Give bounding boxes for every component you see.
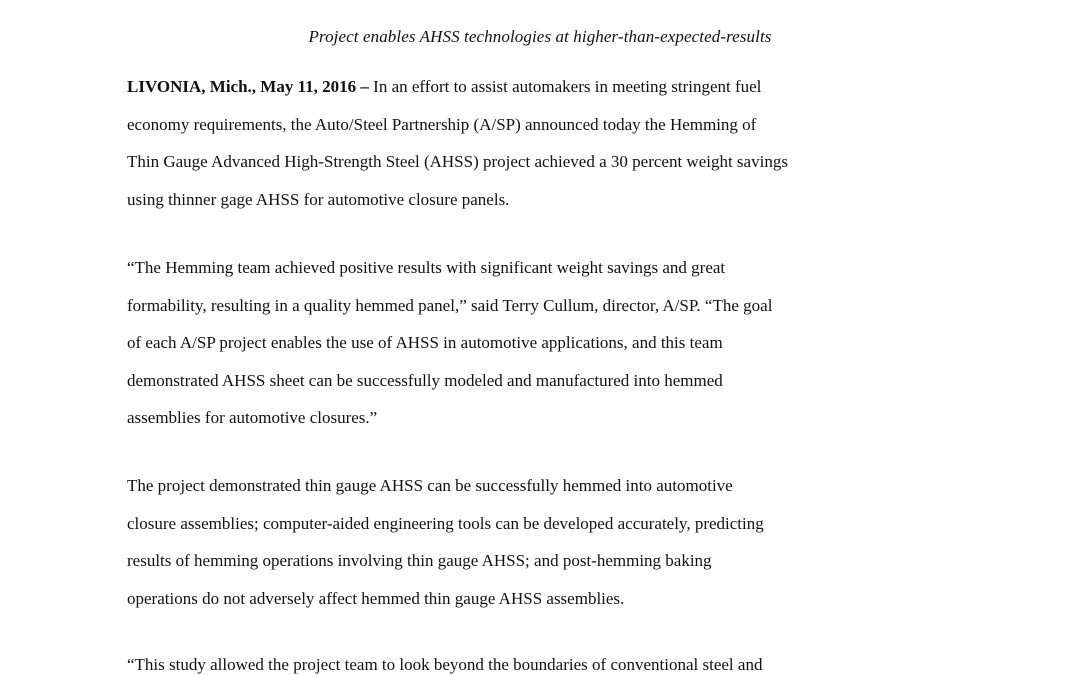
paragraph-line: “This study allowed the project team to look beyond the boundaries of conventional steel and	[127, 655, 763, 674]
paragraph-study	[127, 646, 967, 675]
paragraph-results	[127, 467, 967, 617]
paragraph-line: closure assemblies; computer-aided engineering tools can be developed accurately, predicting	[127, 513, 764, 533]
paragraph-line: using thinner gage AHSS for automotive closure panels.	[127, 189, 510, 209]
dateline: LIVONIA, Mich., May 11, 2016 –	[127, 77, 369, 96]
paragraph-lead	[127, 68, 967, 218]
paragraph-text: In an effort to assist automakers in meeting stringent fuel	[373, 77, 762, 96]
paragraph-line: results of hemming operations involving thin gauge AHSS; and post-hemming baking	[127, 551, 712, 570]
paragraph-line: of each A/SP project enables the use of AHSS in automotive applications, and this team	[127, 333, 723, 352]
paragraph-line: demonstrated AHSS sheet can be successfully modeled and manufactured into hemmed	[127, 370, 723, 390]
paragraph-line: economy requirements, the Auto/Steel Partnership (A/SP) announced today the Hemming of	[127, 114, 757, 134]
paragraph-line	[127, 68, 967, 106]
paragraph-line: “The Hemming team achieved positive results with significant weight savings and great	[127, 258, 726, 277]
document-subtitle: Project enables AHSS technologies at higher-than-expected-results	[308, 27, 772, 46]
paragraph-line: assemblies for automotive closures.”	[127, 408, 378, 427]
paragraph-line: operations do not adversely affect hemmed thin gauge AHSS assemblies.	[127, 588, 625, 608]
paragraph-line: Thin Gauge Advanced High-Strength Steel (AHSS) project achieved a 30 percent weight savings	[127, 152, 788, 171]
paragraph-line: The project demonstrated thin gauge AHSS can be successfully hemmed into automotive	[127, 476, 733, 495]
paragraph-line: formability, resulting in a quality hemmed panel,” said Terry Cullum, director, A/SP. “The goal	[127, 295, 773, 315]
paragraph-quote	[127, 249, 967, 437]
